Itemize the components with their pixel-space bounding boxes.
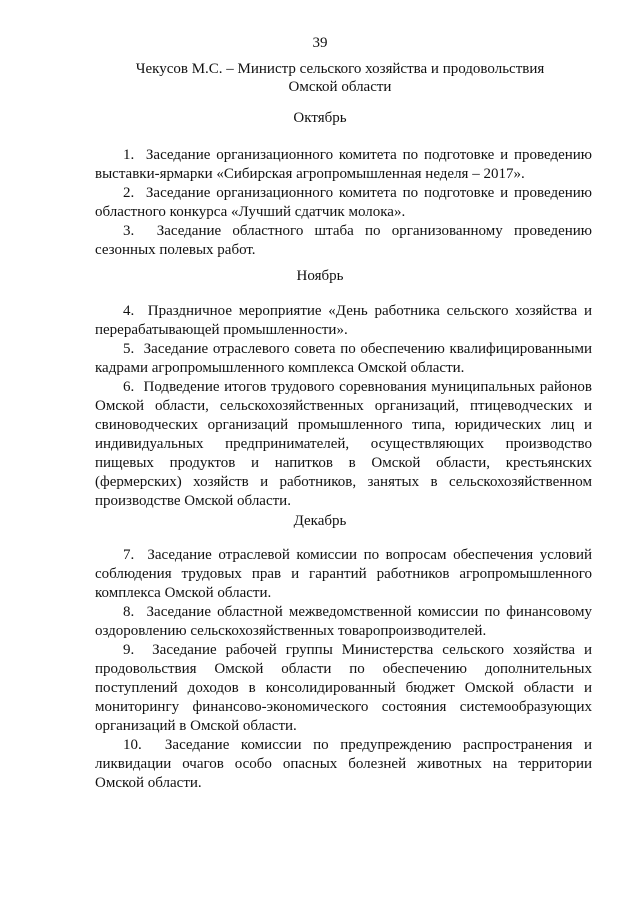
item-text: Праздничное мероприятие «День работника сельского хозяйства и перерабатывающей промышленности». bbox=[95, 303, 592, 338]
item-number: 6. bbox=[123, 379, 135, 395]
header-line-2: Омской области bbox=[288, 79, 392, 95]
item-text: Заседание отраслевого совета по обеспечению квалифицированными кадрами агропромышленного комплекса Омской области. bbox=[95, 341, 592, 376]
item-text: Заседание организационного комитета по подготовке и проведению областного конкурса «Лучший сдатчик молока». bbox=[95, 185, 593, 220]
item-text: Заседание комиссии по предупреждению распространения и ликвидации очагов особо опасных болезней животных на территории Омской области. bbox=[95, 737, 593, 791]
document-header bbox=[60, 60, 620, 96]
list-item bbox=[95, 603, 592, 641]
item-text: Заседание рабочей группы Министерства сельского хозяйства и продовольствия Омской области по обеспечению дополнительных поступлений доходов в консолидированный бюджет Омской области и мониторингу финансово-экономического состояния системообразующих организаций в Омской области. bbox=[95, 642, 593, 734]
month-title-december: Декабрь bbox=[293, 513, 347, 529]
item-number: 5. bbox=[123, 341, 135, 357]
item-text: Заседание отраслевой комиссии по вопросам обеспечения условий соблюдения трудовых прав и гарантий работников агропромышленного комплекса Омской области. bbox=[95, 547, 592, 601]
item-number: 7. bbox=[123, 547, 135, 563]
list-item bbox=[95, 736, 592, 793]
item-number: 2. bbox=[123, 185, 135, 201]
item-number: 1. bbox=[123, 147, 135, 163]
item-number: 8. bbox=[123, 604, 135, 620]
month-title-november: Ноябрь bbox=[296, 268, 344, 284]
section-october bbox=[95, 146, 592, 260]
list-item bbox=[95, 378, 592, 511]
list-item bbox=[95, 546, 592, 603]
item-text: Заседание областной межведомственной комиссии по финансовому оздоровлению сельскохозяйственных товаропроизводителей. bbox=[95, 604, 593, 639]
item-number: 4. bbox=[123, 303, 135, 319]
list-item bbox=[95, 146, 592, 184]
list-item bbox=[95, 302, 592, 340]
item-text: Заседание организационного комитета по подготовке и проведению выставки-ярмарки «Сибирская агропромышленная неделя – 2017». bbox=[95, 147, 593, 182]
item-text: Подведение итогов трудового соревнования муниципальных районов Омской области, сельскохозяйственных организаций, птицеводческих и свиноводческих организаций промышленного типа, юридических лиц и индивидуальных предпринимателей, осуществляющих производство пищевых продуктов и напитков в Омской области, крестьянских (фермерских) хозяйств и работников, занятых в сельскохозяйственном производстве Омской области. bbox=[95, 379, 593, 509]
list-item bbox=[95, 184, 592, 222]
page-number: 39 bbox=[312, 35, 328, 51]
item-text: Заседание областного штаба по организованному проведению сезонных полевых работ. bbox=[95, 223, 593, 258]
item-number: 3. bbox=[123, 223, 135, 239]
header-line-1: Чекусов М.С. – Министр сельского хозяйства и продовольствия bbox=[135, 61, 545, 77]
list-item bbox=[95, 222, 592, 260]
list-item bbox=[95, 641, 592, 736]
item-number: 9. bbox=[123, 642, 135, 658]
section-november bbox=[95, 302, 592, 511]
item-number: 10. bbox=[123, 737, 142, 753]
list-item bbox=[95, 340, 592, 378]
section-december bbox=[95, 546, 592, 793]
month-title-october: Октябрь bbox=[293, 110, 347, 126]
